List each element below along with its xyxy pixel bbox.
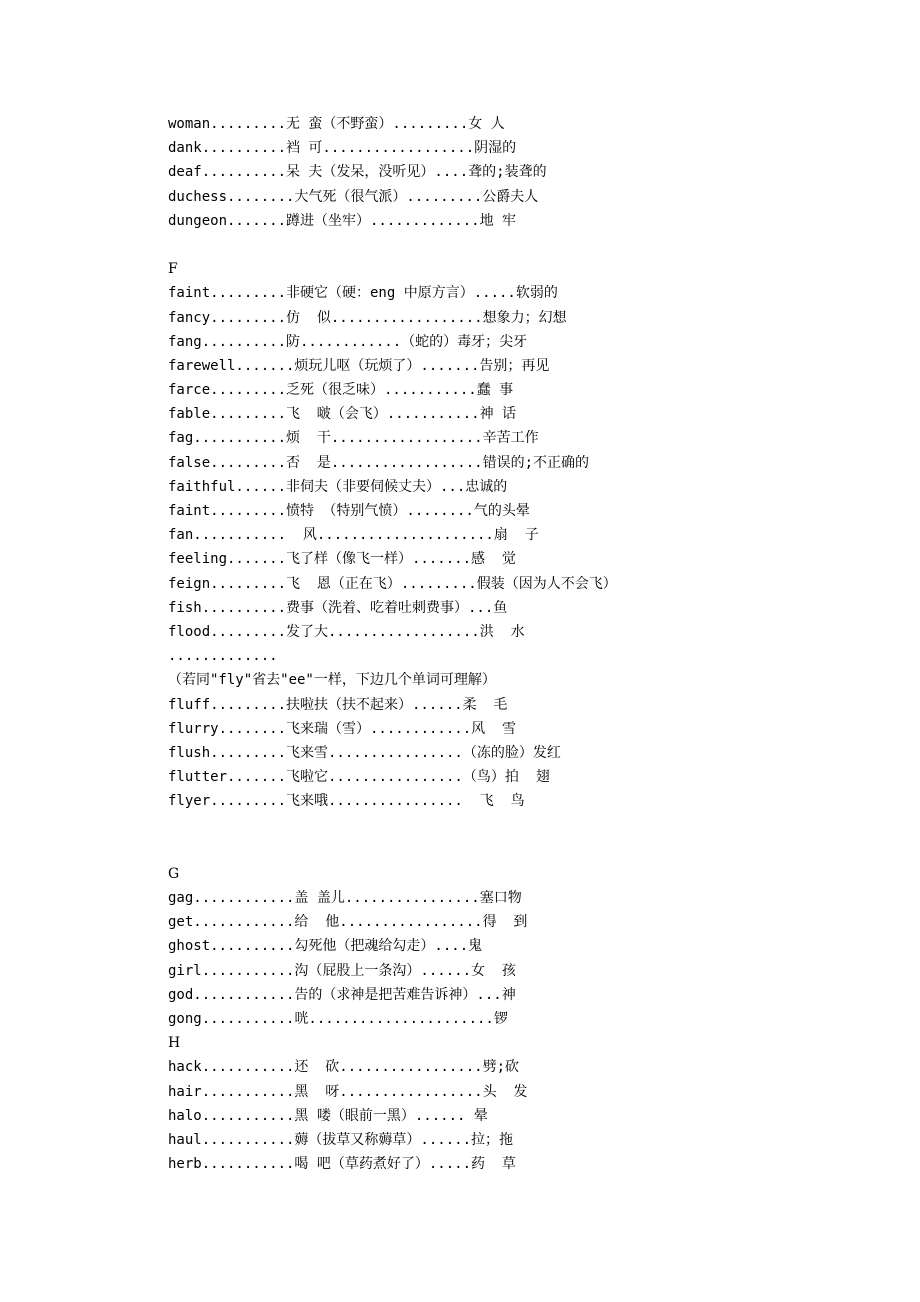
vocab-entry: haul...........薅（拔草又称薅草）......拉；拖: [168, 1131, 514, 1148]
vocab-entry: get............给 他.................得 到: [168, 914, 528, 931]
vocab-entry: fluff.........扶啦扶（扶不起来）......柔 毛: [168, 696, 508, 713]
vocab-entry: gong...........咣......................锣: [168, 1010, 508, 1027]
vocab-entry: fan........... 风.....................扇 子: [168, 527, 539, 544]
vocab-entry: faint.........非硬它（硬：eng 中原方言）.....软弱的: [168, 285, 558, 302]
vocab-entry: flush.........飞来雪................（冻的脸）发红: [168, 744, 561, 761]
vocab-entry: flutter.......飞啦它................（鸟）拍 翅: [168, 769, 550, 786]
vocab-entry: deaf..........呆 夫（发呆，没听见）....聋的;装聋的: [168, 164, 547, 181]
vocab-entry: false.........否 是..................错误的;不正确的: [168, 454, 590, 471]
section-g: [168, 862, 888, 1031]
spacer: [168, 813, 888, 837]
vocab-entry: duchess........大气死（很气派）.........公爵夫人: [168, 188, 539, 205]
vocab-entry: hack...........还 砍.................劈;砍: [168, 1059, 520, 1076]
vocab-entry: dank..........裆 可..................阴湿的: [168, 140, 517, 157]
spacer: [168, 233, 888, 257]
vocab-entry: feeling.......飞了样（像飞一样）.......感 觉: [168, 551, 516, 568]
vocab-entry: fable.........飞 啵（会飞）...........神 话: [168, 406, 517, 423]
vocab-entry: god............告的（求神是把苦难告诉神）...神: [168, 986, 516, 1003]
d-entries: [168, 112, 888, 233]
vocab-entry: dungeon.......蹲进（坐牢）.............地 牢: [168, 212, 517, 229]
vocab-entry: fancy.........仿 似..................想象力；幻想: [168, 309, 567, 326]
note-line: （若同"fly"省去"ee"一样，下边几个单词可理解）: [168, 672, 496, 689]
vocab-entry: hair...........黑 呀.................头 发: [168, 1083, 528, 1100]
section-heading-h: H: [168, 1035, 181, 1052]
vocab-entry: flood.........发了大..................洪 水: [168, 623, 525, 640]
vocab-entry: herb...........喝 吧（草药煮好了）.....药 草: [168, 1156, 516, 1173]
vocab-entry: flyer.........飞来哦................ 飞 鸟: [168, 793, 525, 810]
vocab-entry: flurry........飞来瑞（雪）............风 雪: [168, 720, 517, 737]
vocab-entry: ghost..........勾死他（把魂给勾走）....鬼: [168, 938, 483, 955]
vocab-entry: fang..........防............（蛇的）毒牙；尖牙: [168, 333, 528, 350]
section-heading-f: F: [168, 261, 178, 278]
vocab-entry: fish..........费事（洗着、吃着吐刺费事）...鱼: [168, 599, 508, 616]
vocab-entry: farewell.......烦玩儿呕（玩烦了）.......告别；再见: [168, 357, 550, 374]
spacer: [168, 838, 888, 862]
vocab-entry: feign.........飞 恩（正在飞）.........假装（因为人不会飞）: [168, 575, 617, 592]
vocab-entry: gag............盖 盖儿................塞口物: [168, 890, 522, 906]
section-heading-g: G: [168, 865, 180, 882]
vocab-entry: faithful......非伺夫（非要伺候丈夫）...忠诚的: [168, 478, 508, 495]
vocab-entry: faint.........愤特 （特别气愤）........气的头晕: [168, 503, 530, 519]
document-page: [168, 112, 888, 1176]
section-f: [168, 257, 888, 813]
vocab-entry: girl...........沟（屁股上一条沟）......女 孩: [168, 962, 516, 979]
vocab-entry: halo...........黑 喽（眼前一黑）...... 晕: [168, 1107, 488, 1124]
vocab-entry: woman.........无 蛮（不野蛮）.........女 人: [168, 116, 505, 132]
dot-separator: .............: [168, 648, 278, 665]
vocab-entry: farce.........乏死（很乏味）...........蠢 事: [168, 382, 514, 399]
vocab-entry: fag...........烦 干..................辛苦工作: [168, 430, 539, 447]
section-h: [168, 1031, 888, 1176]
